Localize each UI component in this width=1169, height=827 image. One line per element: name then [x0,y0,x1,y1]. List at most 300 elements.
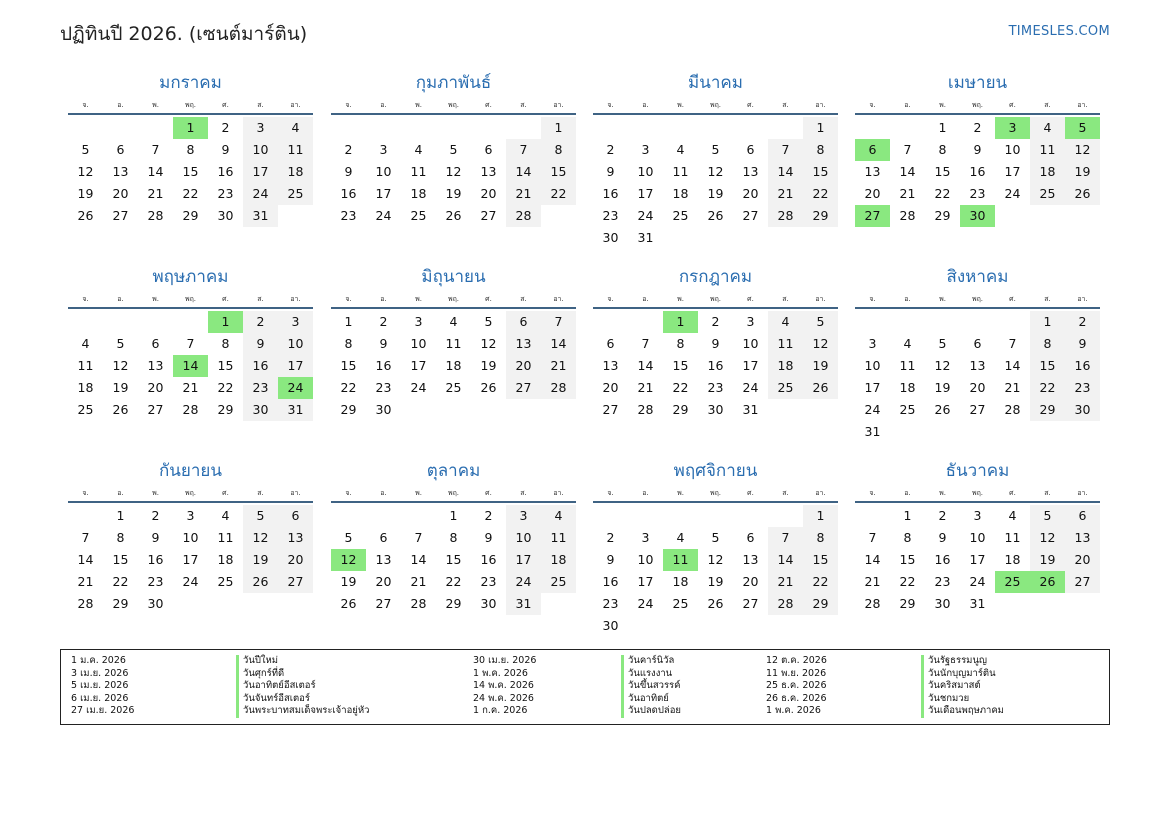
weekday-label: อา. [553,295,564,303]
day-cell: 16 [480,552,497,567]
day-cell: 14 [410,552,427,567]
day-cell: 17 [864,380,881,395]
day-cell: 9 [379,336,388,351]
day-cell: 7 [541,311,576,333]
day-cell: 10 [506,527,541,549]
weekday-label: ส. [1044,295,1051,303]
month-name: ตุลาคม [426,461,481,481]
month-block [331,71,576,249]
day-cell: 4 [903,336,912,351]
header-rule [331,501,576,503]
day-cell: 10 [278,333,313,355]
day-cell: 4 [676,530,685,545]
day-cell: 6 [606,336,615,351]
legend-date-column [766,655,827,718]
day-cell: 31 [969,596,986,611]
day-cell: 26 [243,571,278,593]
day-cell: 31 [742,402,759,417]
day-cell: 4 [676,142,685,157]
day-cell: 3 [506,505,541,527]
month-name: มิถุนายน [421,267,486,287]
day-cell: 6 [278,505,313,527]
weekday-label: จ. [607,101,614,109]
day-cell: 6 [746,530,755,545]
day-cell: 11 [217,530,234,545]
day-cell: 19 [340,574,357,589]
holiday-legend [60,649,1110,725]
day-cell: 16 [243,355,278,377]
day-cell: 3 [641,142,650,157]
weekday-label: พ. [152,295,159,303]
day-cell: 25 [672,208,689,223]
day-cell: 20 [480,186,497,201]
day-cell: 29 [899,596,916,611]
day-cell: 13 [602,358,619,373]
day-cell: 11 [1004,530,1021,545]
day-cell: 7 [903,142,912,157]
day-cell: 14 [864,552,881,567]
day-cell: 11 [278,139,313,161]
day-cell: 13 [742,164,759,179]
day-cell: 10 [243,139,278,161]
day-cell: 9 [151,530,160,545]
day-cell: 30 [934,596,951,611]
day-cell: 4 [449,314,458,329]
legend-date-column [473,655,536,718]
day-cell: 27 [602,402,619,417]
weekday-label: อ. [380,489,387,497]
day-cell: 26 [707,208,724,223]
day-cell: 20 [278,549,313,571]
day-cell: 24 [182,574,199,589]
day-cell: 27 [278,571,313,593]
day-cell: 19 [707,186,724,201]
day-cell: 6 [484,142,493,157]
day-cell: 18 [1004,552,1021,567]
weekday-label: พฤ. [709,489,722,497]
header-rule [855,501,1100,503]
day-cell: 11 [445,336,462,351]
day-cell: 17 [1004,164,1021,179]
day-cell: 5 [711,530,720,545]
day-cell: 19 [77,186,94,201]
day-cell: 5 [449,142,458,157]
day-cell: 21 [77,574,94,589]
day-grid [331,117,576,249]
day-cell: 28 [637,402,654,417]
day-cell: 9 [484,530,493,545]
day-cell: 1 [208,311,243,333]
weekday-header [855,292,1100,306]
weekday-label: จ. [82,489,89,497]
day-grid [593,505,838,637]
day-grid [593,117,838,249]
day-cell: 17 [969,552,986,567]
weekday-label: พฤ. [184,101,197,109]
weekday-label: พ. [939,295,946,303]
legend-date: 25 ธ.ค. 2026 [766,680,827,692]
day-cell: 8 [803,139,838,161]
day-cell: 25 [995,571,1030,593]
day-cell: 26 [445,208,462,223]
day-cell: 13 [864,164,881,179]
day-cell: 12 [77,164,94,179]
day-cell: 27 [147,402,164,417]
day-cell: 25 [672,596,689,611]
day-cell: 31 [243,205,278,227]
day-cell: 19 [243,549,278,571]
day-cell: 19 [480,358,497,373]
day-cell: 28 [506,205,541,227]
day-cell: 27 [375,596,392,611]
day-cell: 5 [81,142,90,157]
weekday-label: จ. [345,295,352,303]
day-cell: 30 [147,596,164,611]
month-block [855,265,1100,443]
day-cell: 11 [410,164,427,179]
day-cell: 23 [969,186,986,201]
day-cell: 26 [803,377,838,399]
weekday-label: อ. [642,295,649,303]
day-cell: 6 [746,142,755,157]
legend-holiday-name: วันเดือนพฤษภาคม [921,705,1004,718]
day-cell: 28 [768,205,803,227]
day-cell: 9 [973,142,982,157]
day-cell: 29 [182,208,199,223]
weekday-label: อา. [815,295,826,303]
day-cell: 26 [77,208,94,223]
day-cell: 15 [899,552,916,567]
day-cell: 21 [410,574,427,589]
site-link[interactable]: TIMESLES.COM [1008,24,1110,39]
day-cell: 2 [484,508,493,523]
day-cell: 13 [375,552,392,567]
day-cell: 8 [221,336,230,351]
day-cell: 14 [768,161,803,183]
weekday-header [593,486,838,500]
day-cell: 31 [506,593,541,615]
day-cell: 16 [602,186,619,201]
weekday-label: อา. [290,295,301,303]
day-cell: 22 [934,186,951,201]
weekday-label: ศ. [485,489,492,497]
day-cell: 13 [147,358,164,373]
day-cell: 19 [1065,161,1100,183]
day-cell: 5 [116,336,125,351]
day-cell: 14 [637,358,654,373]
day-cell: 9 [606,552,615,567]
day-cell: 28 [541,377,576,399]
day-cell: 12 [243,527,278,549]
day-cell: 3 [379,142,388,157]
weekday-label: ศ. [747,101,754,109]
day-cell: 21 [768,183,803,205]
weekday-label: อ. [117,101,124,109]
month-block [331,459,576,637]
day-cell: 30 [960,205,995,227]
day-cell: 4 [414,142,423,157]
legend-date: 1 พ.ค. 2026 [766,705,821,717]
day-cell: 17 [278,355,313,377]
day-cell: 13 [969,358,986,373]
month-name: พฤศจิกายน [673,461,758,481]
day-cell: 1 [116,508,125,523]
day-cell: 20 [864,186,881,201]
day-cell: 19 [112,380,129,395]
day-cell: 1 [1030,311,1065,333]
day-cell: 3 [243,117,278,139]
day-cell: 5 [243,505,278,527]
legend-name-column [236,655,369,718]
day-cell: 19 [1030,549,1065,571]
weekday-header [331,292,576,306]
day-grid [855,117,1100,249]
weekday-label: พ. [939,101,946,109]
day-cell: 4 [278,117,313,139]
weekday-label: พฤ. [971,101,984,109]
day-cell: 26 [480,380,497,395]
day-cell: 12 [112,358,129,373]
day-cell: 24 [969,574,986,589]
day-cell: 16 [375,358,392,373]
day-cell: 18 [672,186,689,201]
legend-holiday-name: วันอาทิตย์อีสเตอร์ [236,680,369,693]
weekday-header [855,486,1100,500]
day-cell: 3 [973,508,982,523]
day-cell: 22 [445,574,462,589]
day-cell: 2 [151,508,160,523]
day-cell: 17 [506,549,541,571]
month-block [855,71,1100,249]
day-cell: 20 [969,380,986,395]
day-cell: 5 [711,142,720,157]
day-cell: 8 [541,139,576,161]
day-cell: 9 [606,164,615,179]
day-cell: 18 [672,574,689,589]
day-cell: 31 [637,230,654,245]
weekday-label: ส. [257,101,264,109]
day-cell: 9 [938,530,947,545]
day-cell: 29 [112,596,129,611]
day-cell: 16 [934,552,951,567]
month-block [855,459,1100,637]
weekday-label: อา. [290,101,301,109]
header-rule [593,113,838,115]
month-block [593,265,838,443]
day-cell: 28 [182,402,199,417]
day-cell: 20 [112,186,129,201]
legend-holiday-name: วันจันทร์อีสเตอร์ [236,693,369,706]
weekday-label: อา. [553,489,564,497]
day-cell: 3 [995,117,1030,139]
day-cell: 24 [506,571,541,593]
day-cell: 30 [480,596,497,611]
weekday-label: อา. [815,101,826,109]
day-cell: 21 [147,186,164,201]
day-cell: 31 [864,424,881,439]
weekday-label: อ. [904,295,911,303]
day-cell: 20 [506,355,541,377]
day-cell: 6 [506,311,541,333]
day-cell: 4 [221,508,230,523]
day-cell: 2 [938,508,947,523]
day-cell: 12 [1065,139,1100,161]
day-cell: 15 [803,161,838,183]
weekday-label: จ. [82,101,89,109]
day-cell: 31 [278,399,313,421]
weekday-label: ศ. [222,101,229,109]
day-cell: 29 [1030,399,1065,421]
month-block [68,71,313,249]
day-cell: 6 [379,530,388,545]
legend-name-column [921,655,1004,718]
weekday-header [593,292,838,306]
day-cell: 20 [602,380,619,395]
day-cell: 15 [112,552,129,567]
day-cell: 30 [375,402,392,417]
day-cell: 9 [711,336,720,351]
day-cell: 27 [742,596,759,611]
day-cell: 23 [602,208,619,223]
weekday-label: จ. [345,489,352,497]
weekday-label: ส. [257,295,264,303]
day-cell: 15 [803,549,838,571]
day-grid [68,311,313,443]
day-cell: 22 [1030,377,1065,399]
day-grid [331,311,576,443]
legend-date: 14 พ.ค. 2026 [473,680,534,692]
weekday-label: พ. [677,489,684,497]
weekday-label: พ. [152,489,159,497]
day-cell: 18 [541,549,576,571]
weekday-header [68,486,313,500]
day-cell: 17 [742,358,759,373]
weekday-label: ศ. [485,295,492,303]
day-cell: 7 [186,336,195,351]
day-cell: 10 [864,358,881,373]
day-cell: 20 [147,380,164,395]
day-cell: 23 [602,596,619,611]
weekday-label: ส. [257,489,264,497]
legend-holiday-name: วันศุกร์ที่ดี [236,668,369,681]
day-cell: 7 [768,139,803,161]
day-cell: 14 [147,164,164,179]
day-cell: 9 [221,142,230,157]
month-name: มีนาคม [688,73,743,93]
day-cell: 2 [973,120,982,135]
day-cell: 18 [445,358,462,373]
month-block [68,459,313,637]
header-rule [68,113,313,115]
day-cell: 1 [449,508,458,523]
day-cell: 18 [217,552,234,567]
legend-date: 1 ก.ค. 2026 [473,705,528,717]
day-cell: 8 [903,530,912,545]
month-name: พฤษภาคม [152,267,229,287]
legend-date-column [71,655,134,718]
day-cell: 25 [217,574,234,589]
day-cell: 25 [445,380,462,395]
legend-name-column [621,655,681,718]
day-cell: 21 [637,380,654,395]
day-cell: 7 [506,139,541,161]
day-cell: 13 [742,552,759,567]
day-cell: 19 [707,574,724,589]
day-cell: 30 [243,399,278,421]
day-cell: 24 [243,183,278,205]
weekday-label: อ. [380,101,387,109]
day-cell: 26 [1030,571,1065,593]
day-cell: 12 [934,358,951,373]
weekday-label: พฤ. [971,295,984,303]
day-cell: 15 [182,164,199,179]
day-grid [593,311,838,443]
weekday-label: พฤ. [709,101,722,109]
day-cell: 25 [410,208,427,223]
day-cell: 15 [934,164,951,179]
day-cell: 17 [182,552,199,567]
day-cell: 23 [217,186,234,201]
day-cell: 8 [116,530,125,545]
day-cell: 10 [182,530,199,545]
weekday-header [68,292,313,306]
legend-holiday-name: วันปลดปล่อย [621,705,681,718]
page-title: ปฏิทินปี 2026. (เซนต์มาร์ติน) [60,23,308,45]
day-cell: 28 [1004,402,1021,417]
day-cell: 27 [1065,571,1100,593]
legend-holiday-name: วันคาร์นิวัล [621,655,681,668]
day-cell: 27 [506,377,541,399]
day-cell: 28 [768,593,803,615]
day-cell: 5 [1030,505,1065,527]
month-block [593,459,838,637]
weekday-header [68,98,313,112]
day-cell: 12 [1030,527,1065,549]
day-cell: 2 [606,142,615,157]
legend-date: 3 เม.ย. 2026 [71,667,129,679]
weekday-label: ศ. [222,489,229,497]
day-cell: 28 [410,596,427,611]
day-cell: 2 [711,314,720,329]
day-grid [855,505,1100,637]
legend-holiday-name: วันพระบาทสมเด็จพระเจ้าอยู่หัว [236,705,369,718]
day-cell: 14 [506,161,541,183]
month-block [331,265,576,443]
day-cell: 22 [899,574,916,589]
weekday-label: อ. [380,295,387,303]
weekday-label: จ. [345,101,352,109]
day-cell: 12 [707,164,724,179]
day-cell: 10 [410,336,427,351]
day-cell: 15 [672,358,689,373]
day-cell: 7 [81,530,90,545]
day-cell: 6 [855,139,890,161]
day-cell: 14 [768,549,803,571]
day-cell: 22 [217,380,234,395]
legend-date: 1 ม.ค. 2026 [71,655,126,666]
day-cell: 9 [1065,333,1100,355]
day-cell: 28 [77,596,94,611]
day-cell: 22 [803,183,838,205]
day-cell: 4 [1008,508,1017,523]
day-cell: 10 [375,164,392,179]
day-cell: 17 [637,574,654,589]
day-cell: 29 [934,208,951,223]
day-cell: 22 [182,186,199,201]
legend-date: 5 เม.ย. 2026 [71,680,129,692]
legend-holiday-name: วันปีใหม่ [236,655,369,668]
day-cell: 21 [506,183,541,205]
